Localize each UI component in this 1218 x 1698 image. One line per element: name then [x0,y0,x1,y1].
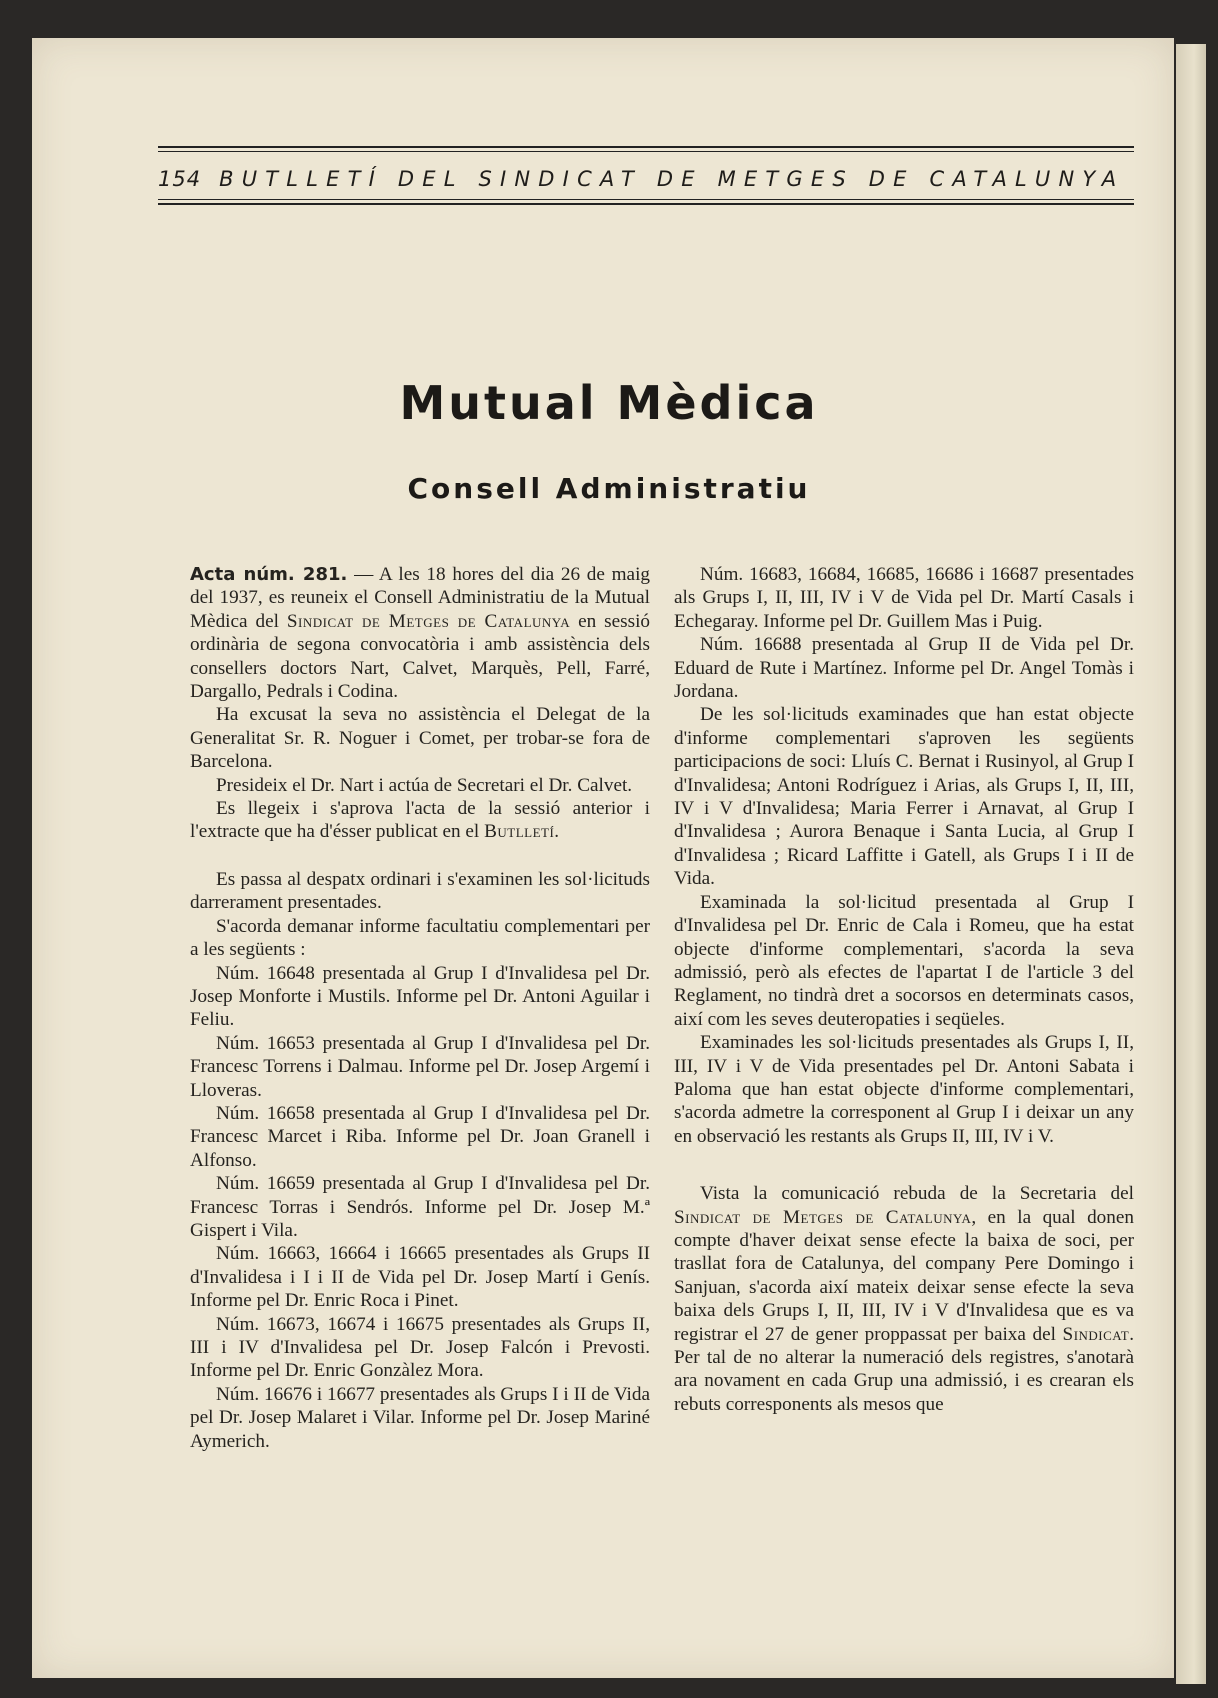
paragraph: Ha excusat la seva no assistència el Delegat de la Generalitat Sr. R. Noguer i Comet, per trobar-se fora de Barcelona. [190,704,650,773]
paragraph: Examinada la sol·licitud presentada al Grup I d'Invalidesa pel Dr. Enric de Cala i Romeu, que ha estat objecte d'informe complementari, s'acorda la seva admissió, però als efectes de l'apartat I de l'article 3 del Reglament, no tindrà dret a socorsos en determinats casos, així com les seves deuteropaties i seqüeles. [674,891,1134,1030]
paragraph: Acta núm. 281. — A les 18 hores del dia 26 de maig del 1937, es reuneix el Consell Administratiu de la Mutual Mèdica del Sindicat de Metges de Catalunya en sessió ordinària de segona convocatòria i amb assistència dels consellers doctors Nart, Calvet, Marquès, Pell, Farré, Dargallo, Pedrals i Codina. [190,564,650,703]
article-subtitle: Consell Administratiu [407,472,811,505]
paragraph: Es llegeix i s'aprova l'acta de la sessió anterior i l'extracte que ha d'ésser publicat en el Butlletí. [190,798,650,843]
paragraph: Núm. 16688 presentada al Grup II de Vida pel Dr. Eduard de Rute i Martínez. Informe pel Dr. Angel Tomàs i Jordana. [674,634,1134,703]
paragraph: Vista la comunicació rebuda de la Secretaria del Sindicat de Metges de Catalunya, en la qual donen compte d'haver deixat sense efecte la baixa de soci, per trasllat fora de Catalunya, del company Pere Domingo i Sanjuan, s'acorda així mateix deixar sense efecte la seva baixa dels Grups I, II, III, IV i V d'Invalidesa que es va registrar el 27 de gener proppassat per baixa del Sindicat. Per tal de no alterar la numeració dels registres, s'anotarà ara novament en cada Grup una admissió, i es crearan els rebuts corresponents als mesos que [674,1183,1134,1415]
paragraph: Núm. 16683, 16684, 16685, 16686 i 16687 presentades als Grups I, II, III, IV i V de Vida pel Dr. Martí Casals i Echegaray. Informe pel Dr. Guillem Mas i Puig. [674,564,1134,632]
header-rule-bottom-2 [158,203,1134,205]
org-name-short: Sindicat [1062,1323,1130,1345]
publication-name: Butlletí [484,821,555,843]
left-column [190,563,650,1453]
header-rule-top-2 [158,151,1134,152]
page-edge [1176,44,1206,1684]
paragraph: De les sol·licituds examinades que han estat objecte d'informe complementari s'aproven les següents participacions de soci: Lluís C. Bernat i Rusinyol, al Grup I d'Invalidesa; Antoni Rodríguez i Arias, als Grups I, II, III, IV i V d'Invalidesa; Maria Ferrer i Arnavat, al Grup I d'Invalidesa ; Aurora Benaque i Santa Lucia, al Grup I d'Invalidesa ; Ricard Laffitte i Gatell, als Grups I i II de Vida. [674,704,1134,890]
right-column [674,563,1134,1416]
acta-label: Acta núm. 281. [190,564,348,585]
paragraph: S'acorda demanar informe facultatiu complementari per a les següents : [190,915,650,961]
org-name: Sindicat de Metges de Catalunya [674,1206,972,1228]
paragraph: Núm. 16673, 16674 i 16675 presentades als Grups II, III i IV d'Invalidesa pel Dr. Josep Falcón i Prevosti. Informe pel Dr. Enric Gonzàlez Mora. [190,1313,650,1382]
paragraph: Núm. 16659 presentada al Grup I d'Invalidesa pel Dr. Francesc Torras i Sendrós. Informe pel Dr. Josep M.ª Gispert i Vila. [190,1173,650,1241]
paragraph: Es passa al despatx ordinari i s'examinen les sol·licituds darrerament presentades. [190,868,650,914]
paragraph: Examinades les sol·licituds presentades als Grups I, II, III, IV i V de Vida presentades pel Dr. Antoni Sabata i Paloma que han estat objecte d'informe complementari, s'acorda admetre la corresponent al Grup I i deixar un any en observació les restants als Grups II, III, IV i V. [674,1032,1134,1147]
paragraph: Núm. 16653 presentada al Grup I d'Invalidesa pel Dr. Francesc Torrens i Dalmau. Informe pel Dr. Josep Argemí i Lloveras. [190,1032,650,1101]
paragraph: Núm. 16648 presentada al Grup I d'Invalidesa pel Dr. Josep Monforte i Mustils. Informe pel Dr. Antoni Aguilar i Feliu. [190,962,650,1031]
paragraph: Núm. 16663, 16664 i 16665 presentades als Grups II d'Invalidesa i I i II de Vida pel Dr. Josep Martí i Genís. Informe pel Dr. Enric Roca i Pinet. [190,1243,650,1312]
paragraph: Núm. 16658 presentada al Grup I d'Invalidesa pel Dr. Francesc Marcet i Riba. Informe pel Dr. Joan Granell i Alfonso. [190,1102,650,1171]
paragraph: Presideix el Dr. Nart i actúa de Secretari el Dr. Calvet. [216,774,633,796]
paragraph: Núm. 16676 i 16677 presentades als Grups I i II de Vida pel Dr. Josep Malaret i Vilar. Informe pel Dr. Josep Mariné Aymerich. [190,1383,650,1452]
running-title: BUTLLETÍ DEL SINDICAT DE METGES DE CATALUNYA [219,167,1125,191]
running-header [158,164,1134,194]
header-rule-bottom-1 [158,199,1134,200]
org-name: Sindicat de Metges de Catalunya [286,610,571,632]
header-rule-top-1 [158,146,1134,148]
page-number: 154 [158,167,202,191]
article-title: Mutual Mèdica [399,376,819,430]
